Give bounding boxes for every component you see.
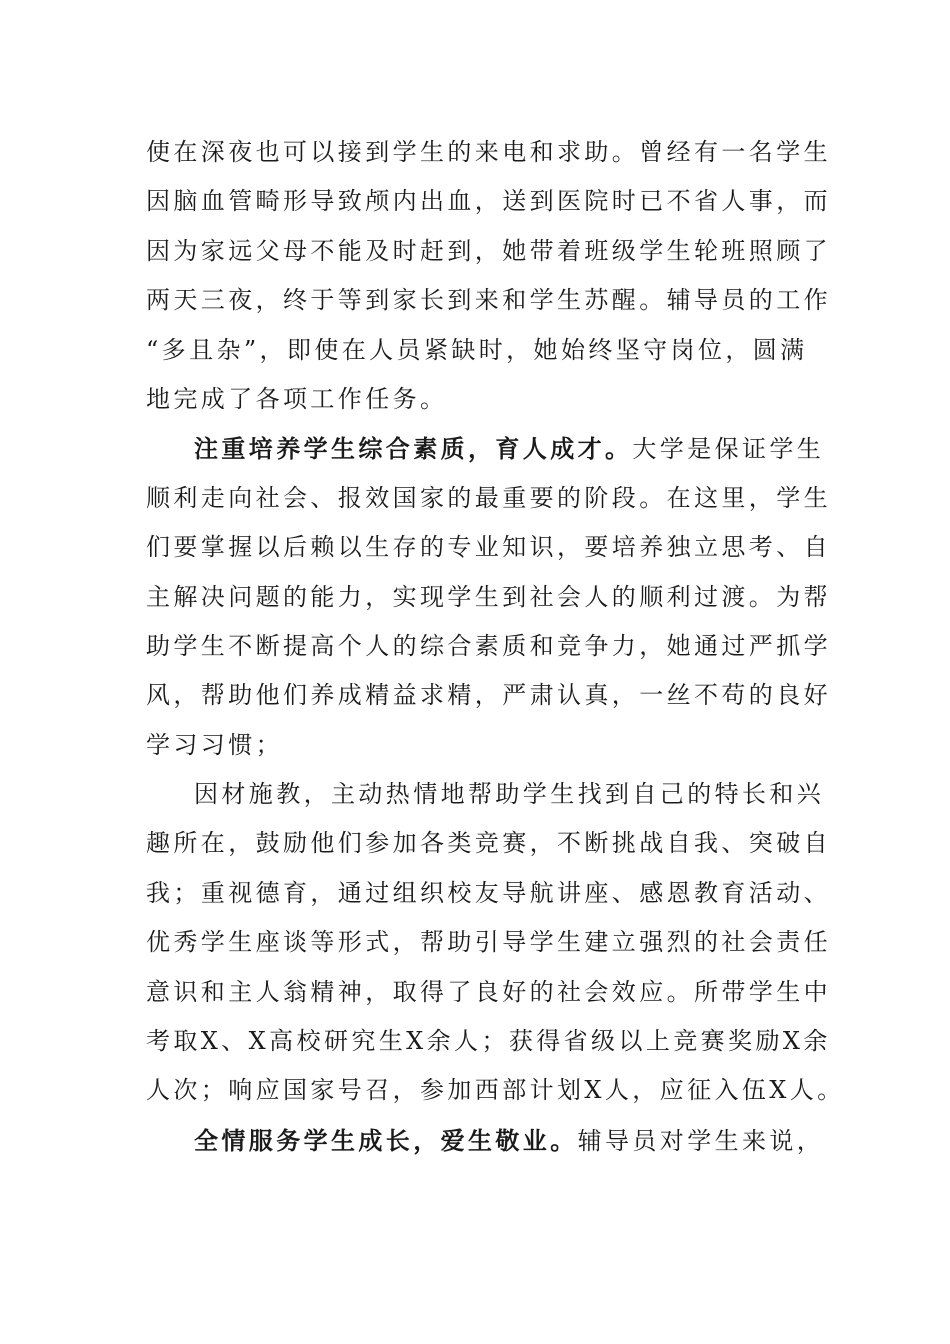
text-line: 优秀学生座谈等形式，帮助引导学生建立强烈的社会责任 xyxy=(146,928,831,957)
text-line: 使在深夜也可以接到学生的来电和求助。曾经有一名学生 xyxy=(146,138,831,166)
text-line: 助学生不断提高个人的综合素质和竞争力，她通过严抓学 xyxy=(146,631,831,660)
text-line: 两天三夜，终于等到家长到来和学生苏醒。辅导员的工作 xyxy=(146,286,831,315)
section-heading: 注重培养学生综合素质，育人成才。 xyxy=(194,434,633,464)
text-line: 人次；响应国家号召，参加西部计划X人，应征入伍X人。 xyxy=(146,1076,845,1105)
text-line: 风，帮助他们养成精益求精，严肃认真，一丝不苟的良好 xyxy=(146,681,831,710)
text-line: 学习习惯； xyxy=(146,730,283,759)
text-line: 意识和主人翁精神，取得了良好的社会效应。所带学生中 xyxy=(146,977,831,1006)
text-line: 们要掌握以后赖以生存的专业知识，要培养独立思考、自 xyxy=(146,533,831,562)
text-line: “多且杂”，即使在人员紧缺时，她始终坚守岗位，圆满 xyxy=(146,335,808,364)
text-line: 考取X、X高校研究生X余人；获得省级以上竞赛奖励X余 xyxy=(146,1027,831,1056)
text-line xyxy=(146,424,825,473)
paragraph-3 xyxy=(146,770,845,1116)
text-line: 因脑血管畸形导致颅内出血，送到医院时已不省人事，而 xyxy=(146,187,831,216)
text-run: 辅导员对学生来说， xyxy=(577,1126,825,1155)
text-run: 大学是保证学生 xyxy=(632,435,825,464)
paragraph-4 xyxy=(146,1116,825,1165)
section-heading: 全情服务学生成长，爱生敬业。 xyxy=(194,1125,578,1155)
text-line: 顺利走向社会、报效国家的最重要的阶段。在这里，学生 xyxy=(146,483,831,512)
paragraph-2 xyxy=(146,424,831,770)
document-page xyxy=(146,128,845,1165)
paragraph-1 xyxy=(146,128,831,424)
text-line xyxy=(146,1116,825,1165)
text-line: 因材施教，主动热情地帮助学生找到自己的特长和兴 xyxy=(194,780,825,809)
text-line: 因为家远父母不能及时赶到，她带着班级学生轮班照顾了 xyxy=(146,236,831,265)
text-line: 我；重视德育，通过组织校友导航讲座、感恩教育活动、 xyxy=(146,878,831,907)
text-line: 地完成了各项工作任务。 xyxy=(146,384,448,413)
text-line: 趣所在，鼓励他们参加各类竞赛，不断挑战自我、突破自 xyxy=(146,829,831,858)
text-line: 主解决问题的能力，实现学生到社会人的顺利过渡。为帮 xyxy=(146,582,831,611)
